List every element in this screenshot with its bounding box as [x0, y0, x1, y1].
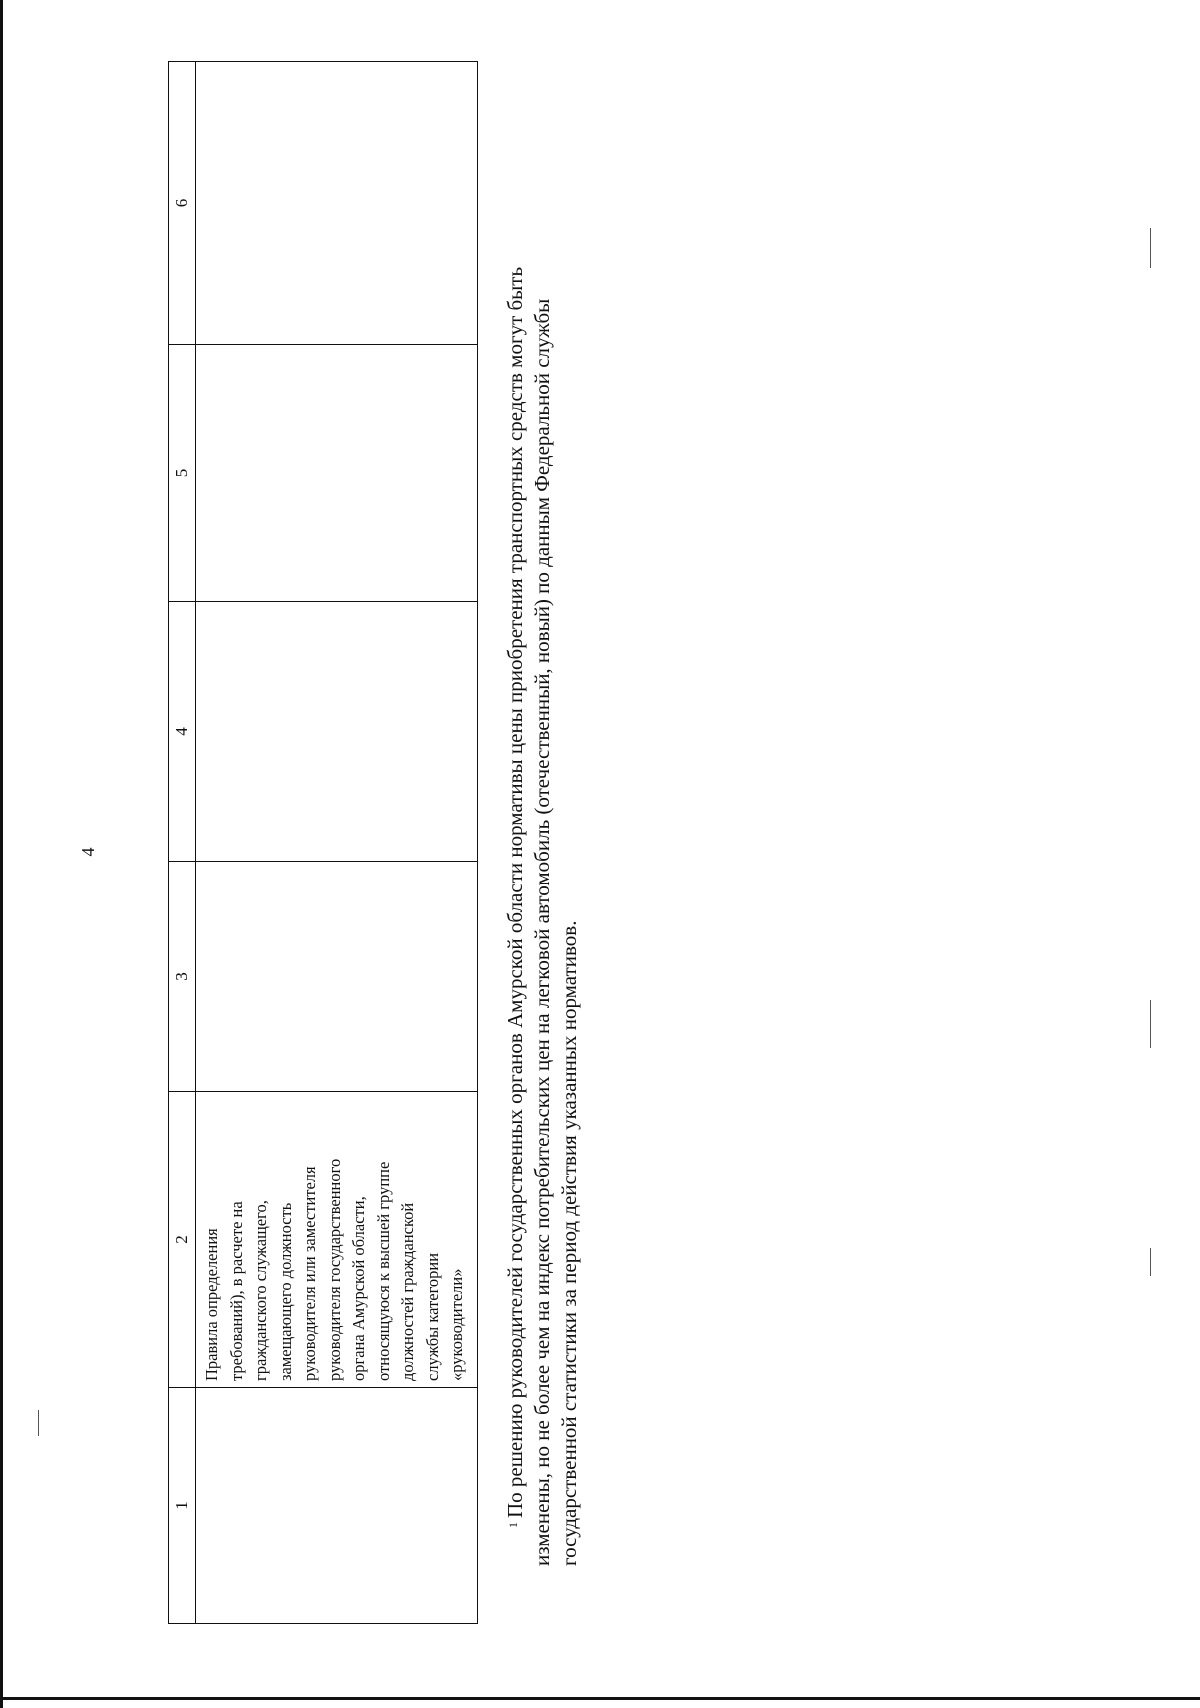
table-cell-col3: [196, 862, 478, 1092]
cell-line: Правила определения: [202, 1228, 221, 1381]
cell-line: должностей гражданской: [398, 1202, 417, 1381]
table-cell-col4: [196, 602, 478, 862]
cell-line: «руководители»: [447, 1268, 466, 1381]
cell-line: руководителя или заместителя: [300, 1166, 319, 1381]
table-header-row: [169, 62, 196, 1624]
cell-line: требований), в расчете на: [226, 1201, 246, 1381]
norms-table: [168, 61, 478, 1624]
cell-line: гражданского служащего,: [251, 1200, 270, 1381]
table-cell-col1: [196, 1388, 478, 1624]
header-cell: 2: [169, 1092, 196, 1388]
table-cell-col5: [196, 345, 478, 602]
cell-line: замещающего должность: [275, 1202, 295, 1381]
footnote-line: государственной статистики за период действия указанных нормативов.: [557, 920, 581, 1566]
footnote: [502, 66, 583, 1566]
cell-line: относящуюся к высшей группе: [373, 1161, 393, 1381]
header-cell: 6: [169, 62, 196, 345]
page-number: 4: [78, 847, 98, 857]
footnote-marker: 1: [506, 1522, 520, 1528]
table-cell-col2: [196, 1092, 478, 1388]
header-cell: 3: [169, 862, 196, 1092]
footnote-text: По решению руководителей государственных органов Амурской области нормативы цены приобретения транспортных средств могут быть: [503, 266, 527, 1518]
cell-line: руководителя государственного: [324, 1158, 344, 1381]
cell-line: органа Амурской области,: [349, 1196, 368, 1381]
header-cell: 1: [169, 1388, 196, 1624]
header-cell: 5: [169, 345, 196, 602]
cell-line: службы категории: [422, 1252, 442, 1381]
table-cell-col6: [196, 62, 478, 345]
table-row: [196, 62, 478, 1624]
footnote-line: изменены, но не более чем на индекс потребительских цен на легковой автомобиль (отечественный, новый) по данным Федеральной службы: [530, 298, 554, 1566]
footnote-line: [502, 66, 529, 1566]
header-cell: 4: [169, 602, 196, 862]
